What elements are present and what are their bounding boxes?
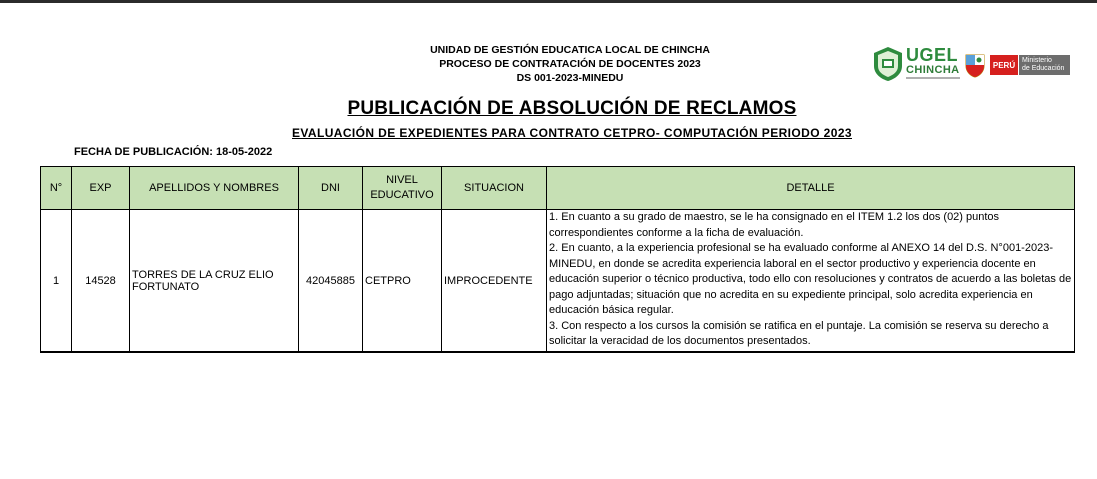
detalle-item-1: 1. En cuanto a su grado de maestro, se le ha consignado en el ITEM 1.2 los dos (02) puntos correspondientes conforme a la ficha de evaluación. (549, 211, 1000, 239)
peru-coat-of-arms-icon (964, 52, 986, 78)
page-title: PUBLICACIÓN DE ABSOLUCIÓN DE RECLAMOS (347, 98, 797, 119)
detalle-item-3: 3. Con respecto a los cursos la comisión se ratifica en el puntaje. La comisión se reserva su derecho a solicitar la veracidad de los documentos presentados. (549, 319, 1049, 347)
ministerio-line1: Ministerio (1022, 57, 1052, 64)
document-header (300, 43, 840, 85)
col-header-dni: DNI (299, 167, 363, 210)
col-header-situacion: SITUACION (442, 167, 547, 210)
header-decree: DS 001-2023-MINEDU (516, 72, 624, 84)
cell-nivel: CETPRO (363, 210, 442, 353)
table-header-row (41, 167, 1075, 210)
publication-date: FECHA DE PUBLICACIÓN: 18-05-2022 (74, 146, 273, 158)
logos-group (872, 46, 1072, 84)
ugel-tagline-line (906, 77, 960, 79)
ministerio-line2: de Educación (1022, 65, 1065, 72)
header-process: PROCESO DE CONTRATACIÓN DE DOCENTES 2023 (439, 58, 701, 70)
col-header-nombres: APELLIDOS Y NOMBRES (130, 167, 299, 210)
cell-situacion: IMPROCEDENTE (442, 210, 547, 353)
ugel-emblem-icon (872, 46, 904, 82)
cell-nombres: TORRES DE LA CRUZ ELIO FORTUNATO (130, 210, 299, 353)
table-bottom-border (40, 351, 1074, 353)
cell-detalle (547, 210, 1075, 353)
reclamos-table (40, 166, 1075, 353)
peru-label: PERÚ (990, 55, 1018, 75)
header-institution: UNIDAD DE GESTIÓN EDUCATICA LOCAL DE CHINCHA (430, 44, 710, 56)
top-border-line (0, 0, 1097, 3)
detalle-item-2: 2. En cuanto, a la experiencia profesional se ha evaluado conforme al ANEXO 14 del D.S. N°001-2023-MINEDU, en donde se acredita experiencia laboral en el sector productivo y experiencia docente en educación superior o técnico productiva, todo ello con resoluciones y contratos de acuerdo a las boletas de pago adjuntadas; situación que no acredita en su expediente principal, solo acredita experiencia en educación básica regular. (549, 242, 1072, 316)
chincha-wordmark: CHINCHA (906, 64, 960, 76)
cell-num: 1 (41, 210, 72, 353)
cell-exp: 14528 (72, 210, 130, 353)
table-row (41, 210, 1075, 353)
cell-dni: 42045885 (299, 210, 363, 353)
ministerio-label (1019, 55, 1070, 75)
ugel-wordmark: UGEL (906, 45, 959, 65)
page-subtitle: EVALUACIÓN DE EXPEDIENTES PARA CONTRATO CETPRO- COMPUTACIÓN PERIODO 2023 (292, 126, 852, 140)
col-header-exp: EXP (72, 167, 130, 210)
col-header-num: N° (41, 167, 72, 210)
col-header-detalle: DETALLE (547, 167, 1075, 210)
col-header-nivel: NIVEL EDUCATIVO (363, 167, 442, 210)
